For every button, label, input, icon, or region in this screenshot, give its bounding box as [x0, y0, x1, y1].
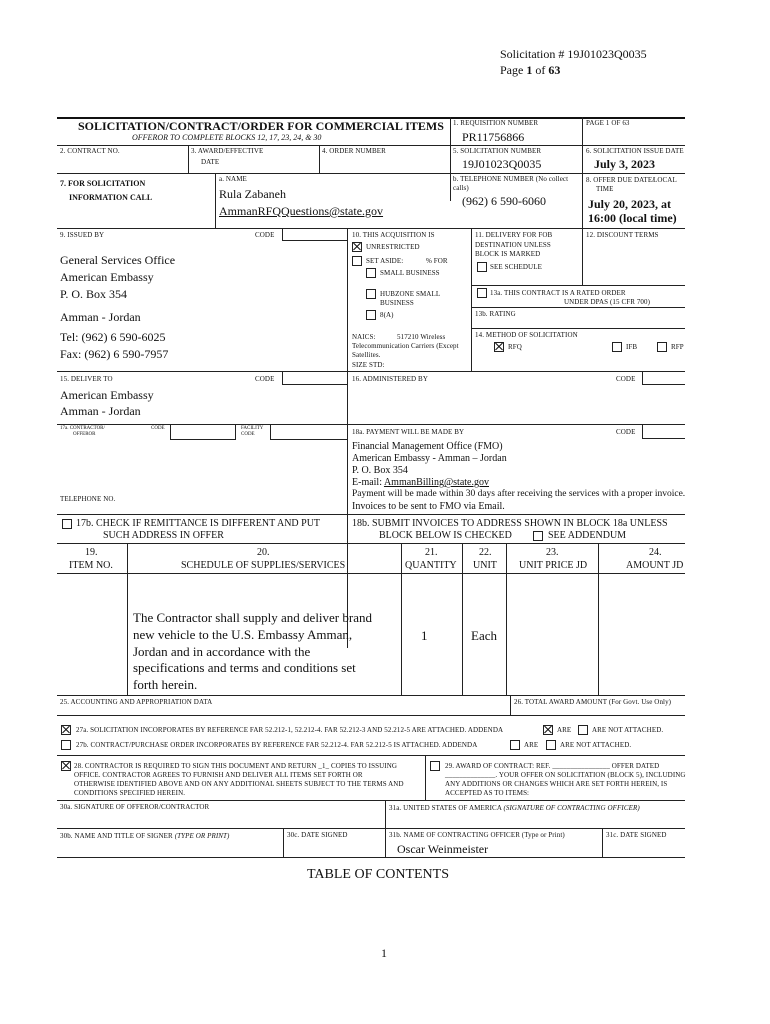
remittance-checkbox[interactable] — [62, 519, 72, 529]
payment-line-5: Payment will be made within 30 days after receiving the services with a proper invoice. — [352, 489, 686, 499]
8a-label: 8(A) — [380, 311, 394, 319]
deliver-to-code-label: CODE — [255, 375, 275, 383]
col-22-num: 22. — [479, 547, 492, 558]
item-desc-line-1: The Contractor shall supply and deliver brand — [133, 610, 372, 625]
info-call-label: 7. FOR SOLICITATION — [60, 179, 146, 188]
8a-checkbox[interactable] — [366, 310, 376, 320]
28-checkbox[interactable] — [61, 761, 71, 771]
30b-label-row — [60, 832, 229, 840]
deliver-to-label: 15. DELIVER TO — [60, 375, 113, 383]
27a-are-checkbox[interactable] — [543, 725, 553, 735]
acquisition-label: 10. THIS ACQUISITION IS — [352, 231, 435, 239]
form-title: SOLICITATION/CONTRACT/ORDER FOR COMMERCIAL ITEMS — [78, 119, 444, 133]
31a-label-row — [389, 804, 640, 812]
remittance-label: 17b. CHECK IF REMITTANCE IS DIFFERENT AND PUT — [76, 518, 321, 529]
administered-by-label: 16. ADMINISTERED BY — [352, 375, 428, 383]
page-number: 1 — [526, 63, 533, 77]
item-desc-line-2: new vehicle to the U.S. Embassy Amman, — [133, 627, 353, 642]
see-addendum-label: SEE ADDENDUM — [548, 530, 627, 541]
facility-label: FACILITY — [241, 426, 264, 431]
administered-code-label: CODE — [616, 375, 636, 383]
rfp-label: RFP — [671, 343, 684, 351]
item-desc-line-3: Jordan and in accordance with the — [133, 644, 311, 659]
requisition-number-label: 1. REQUISITION NUMBER — [453, 119, 539, 127]
submit-invoices-label: 18b. SUBMIT INVOICES TO ADDRESS SHOWN IN BLOCK 18a UNLESS — [352, 518, 668, 529]
contact-email-link[interactable]: AmmanRFQQuestions@state.gov — [219, 204, 384, 218]
page-of-label: PAGE 1 OF 63 — [586, 119, 630, 127]
27a-are-label: ARE — [557, 726, 572, 734]
offer-due-local: LOCAL — [653, 176, 677, 184]
issued-by-line-5: Tel: (962) 6 590-6025 — [60, 330, 166, 344]
col-19-header: ITEM NO. — [69, 560, 113, 571]
award-date-label-2: DATE — [201, 158, 220, 166]
rfp-checkbox[interactable] — [657, 342, 667, 352]
contractor-label-2: OFFEROR — [73, 432, 96, 437]
31a-italic: (SIGNATURE OF CONTRACTING OFFICER) — [503, 804, 640, 812]
payment-email-label: E-mail: — [352, 477, 382, 488]
naics-desc-2: Telecommunication Carriers (Except — [352, 342, 459, 350]
27b-are-checkbox[interactable] — [510, 740, 520, 750]
hubzone-label-2: BUSINESS — [380, 299, 414, 307]
rated-order-label: 13a. THIS CONTRACT IS A RATED ORDER — [490, 289, 626, 297]
solicitation-number-label: 5. SOLICITATION NUMBER — [453, 147, 542, 155]
27a-label: 27a. SOLICITATION INCORPORATES BY REFERENCE FAR 52.212-1, 52.212-4. FAR 52.212-3 AND 52.212-5 ARE ATTACHED. ADDENDA — [76, 726, 504, 734]
method-label: 14. METHOD OF SOLICITATION — [475, 331, 578, 339]
order-number-label: 4. ORDER NUMBER — [322, 147, 386, 155]
size-std-label: SIZE STD: — [352, 361, 385, 369]
27b-are-not-checkbox[interactable] — [546, 740, 556, 750]
27b-checkbox[interactable] — [61, 740, 71, 750]
29-checkbox[interactable] — [430, 761, 440, 771]
deliver-to-line-1: American Embassy — [60, 388, 154, 402]
col-24-num: 24. — [649, 547, 662, 558]
offer-due-date: July 20, 2023, at — [588, 197, 672, 211]
see-schedule-label: SEE SCHEDULE — [490, 263, 542, 271]
payment-line-6: Invoices to be sent to FMO via Email. — [352, 501, 505, 512]
offer-due-label: 8. OFFER DUE DATE/ — [586, 176, 655, 184]
contract-no-label: 2. CONTRACT NO. — [60, 147, 120, 155]
solicitation-number: Solicitation # 19J01023Q0035 — [500, 47, 647, 61]
issued-by-line-2: American Embassy — [60, 270, 154, 284]
item-quantity: 1 — [421, 628, 428, 643]
delivery-fob-label: 11. DELIVERY FOR FOB — [475, 231, 553, 239]
col-23-num: 23. — [546, 547, 559, 558]
28-line-2: OFFICE. CONTRACTOR AGREES TO FURNISH AND DELIVER ALL ITEMS SET FORTH OR — [74, 771, 363, 779]
31a-label: 31a. UNITED STATES OF AMERICA — [389, 804, 502, 812]
27a-are-not-label: ARE NOT ATTACHED. — [592, 726, 664, 734]
contact-name: Rula Zabaneh — [219, 187, 286, 201]
29-line-3: ANY ADDITIONS OR CHANGES WHICH ARE SET FORTH HEREIN, IS — [445, 780, 668, 788]
small-business-label: SMALL BUSINESS — [380, 269, 440, 277]
delivery-fob-label-2: DESTINATION UNLESS — [475, 241, 551, 249]
telephone-number: (962) 6 590-6060 — [462, 194, 546, 208]
ifb-label: IFB — [626, 343, 638, 351]
naics-desc-3: Satellites. — [352, 351, 381, 359]
issued-by-line-4: Amman - Jordan — [60, 310, 141, 324]
accounting-label: 25. ACCOUNTING AND APPROPRIATION DATA — [60, 698, 213, 706]
28-line-4: CONDITIONS SPECIFIED HEREIN. — [74, 789, 186, 797]
telephone-label: b. TELEPHONE NUMBER (No collect — [453, 175, 569, 183]
30b-italic: (TYPE OR PRINT) — [174, 832, 230, 840]
see-schedule-checkbox[interactable] — [477, 262, 487, 272]
naics-label: NAICS: — [352, 333, 376, 341]
ifb-checkbox[interactable] — [612, 342, 622, 352]
page-of: of — [535, 63, 546, 77]
rfq-checkbox[interactable] — [494, 342, 504, 352]
info-call-label-2: INFORMATION CALL — [69, 193, 153, 202]
30b-label: 30b. NAME AND TITLE OF SIGNER — [60, 832, 173, 840]
page-footer-number: 1 — [381, 946, 387, 960]
issued-by-line-3: P. O. Box 354 — [60, 287, 128, 301]
28-line-3: OTHERWISE IDENTIFIED ABOVE AND ON ANY ADDITIONAL SHEETS SUBJECT TO THE TERMS AND — [74, 780, 404, 788]
29-line-4: ACCEPTED AS TO ITEMS: — [445, 789, 530, 797]
see-addendum-checkbox[interactable] — [533, 531, 543, 541]
telephone-label-2: calls) — [453, 184, 469, 192]
rfq-label: RFQ — [508, 343, 522, 351]
page-label: Page — [500, 63, 524, 77]
set-aside-pct: % FOR — [426, 257, 448, 265]
payment-code-label: CODE — [616, 428, 636, 436]
total-award-label: 26. TOTAL AWARD AMOUNT (For Govt. Use Only) — [514, 698, 672, 706]
27a-are-not-checkbox[interactable] — [578, 725, 588, 735]
rated-order-checkbox[interactable] — [477, 288, 487, 298]
offer-due-time: 16:00 (local time) — [588, 211, 677, 225]
set-aside-checkbox[interactable] — [352, 256, 362, 266]
form-subtitle: OFFEROR TO COMPLETE BLOCKS 12, 17, 23, 24, & 30 — [132, 133, 322, 142]
item-desc-line-4: specifications and terms and conditions set — [133, 660, 356, 675]
unrestricted-label: UNRESTRICTED — [366, 243, 420, 251]
col-21-num: 21. — [425, 547, 438, 558]
28-line-1: 28. CONTRACTOR IS REQUIRED TO SIGN THIS DOCUMENT AND RETURN _1_ COPIES TO ISSUING — [74, 762, 398, 770]
solicitation-number-value: 19J01023Q0035 — [462, 157, 542, 171]
col-21-header: QUANTITY — [405, 560, 457, 571]
issued-by-label: 9. ISSUED BY — [60, 231, 105, 239]
hubzone-checkbox[interactable] — [366, 289, 376, 299]
small-business-checkbox[interactable] — [366, 268, 376, 278]
col-24-header: AMOUNT JD — [626, 560, 684, 571]
contractor-label: 17a. CONTRACTOR/ — [60, 426, 105, 431]
issued-by-line-6: Fax: (962) 6 590-7957 — [60, 347, 169, 361]
offer-due-time-label: TIME — [596, 185, 614, 193]
contractor-code-label: CODE — [151, 426, 165, 431]
payment-line-1: Financial Management Office (FMO) — [352, 441, 503, 452]
requisition-number: PR11756866 — [462, 130, 525, 144]
hubzone-label: HUBZONE SMALL — [380, 290, 441, 298]
toc-title: TABLE OF CONTENTS — [307, 867, 449, 882]
deliver-to-line-2: Amman - Jordan — [60, 404, 141, 418]
issue-date-label: 6. SOLICITATION ISSUE DATE — [586, 147, 684, 155]
30a-label: 30a. SIGNATURE OF OFFEROR/CONTRACTOR — [60, 803, 210, 811]
col-23-header: UNIT PRICE JD — [519, 560, 588, 571]
issued-by-line-1: General Services Office — [60, 253, 176, 267]
contracting-officer-name: Oscar Weinmeister — [397, 842, 489, 856]
page-indicator — [500, 63, 560, 78]
set-aside-label: SET ASIDE: — [366, 257, 404, 265]
delivery-fob-label-3: BLOCK IS MARKED — [475, 250, 541, 258]
discount-terms-label: 12. DISCOUNT TERMS — [586, 231, 659, 239]
payment-email-row — [352, 477, 489, 488]
29-line-2: ______________. YOUR OFFER ON SOLICITATION (BLOCK 5), INCLUDING — [445, 771, 686, 779]
payment-line-2: American Embassy - Amman – Jordan — [352, 453, 507, 464]
payment-line-3: P. O. Box 354 — [352, 465, 408, 476]
unrestricted-checkbox[interactable] — [352, 242, 362, 252]
27b-are-not-label: ARE NOT ATTACHED. — [560, 741, 632, 749]
issued-by-code-label: CODE — [255, 231, 275, 239]
29-line-1: 29. AWARD OF CONTRACT: REF. ________________ OFFER DATED — [445, 762, 660, 770]
27a-checkbox[interactable] — [61, 725, 71, 735]
remittance-label-2: SUCH ADDRESS IN OFFER — [103, 530, 224, 541]
telephone-no-label: TELEPHONE NO. — [60, 495, 116, 503]
item-unit: Each — [471, 628, 497, 643]
col-20-num: 20. — [257, 547, 270, 558]
col-22-header: UNIT — [473, 560, 497, 571]
payment-label: 18a. PAYMENT WILL BE MADE BY — [352, 428, 465, 436]
naics-desc-1: 517210 Wireless — [397, 333, 446, 341]
submit-invoices-label-2: BLOCK BELOW IS CHECKED — [379, 530, 512, 541]
col-20-header: SCHEDULE OF SUPPLIES/SERVICES — [181, 560, 346, 571]
page-total: 63 — [548, 63, 561, 77]
payment-email-link[interactable]: AmmanBilling@state.gov — [383, 477, 489, 488]
issued-by-code-box — [282, 229, 347, 241]
issue-date: July 3, 2023 — [594, 157, 656, 171]
name-label: a. NAME — [219, 175, 247, 183]
facility-label-2: CODE — [241, 432, 255, 437]
27b-are-label: ARE — [524, 741, 539, 749]
31c-label: 31c. DATE SIGNED — [606, 831, 667, 839]
30c-label: 30c. DATE SIGNED — [287, 831, 348, 839]
rated-order-label-2: UNDER DPAS (15 CFR 700) — [564, 298, 651, 306]
col-19-num: 19. — [85, 547, 98, 558]
item-desc-line-5: forth herein. — [133, 677, 198, 692]
award-date-label: 3. AWARD/EFFECTIVE — [191, 147, 264, 155]
rating-label: 13b. RATING — [475, 310, 516, 318]
31b-label: 31b. NAME OF CONTRACTING OFFICER (Type or Print) — [389, 831, 565, 839]
27b-label: 27b. CONTRACT/PURCHASE ORDER INCORPORATES BY REFERENCE FAR 52.212-4. FAR 52.212-5 IS ATTACHED. ADDENDA — [76, 741, 478, 749]
